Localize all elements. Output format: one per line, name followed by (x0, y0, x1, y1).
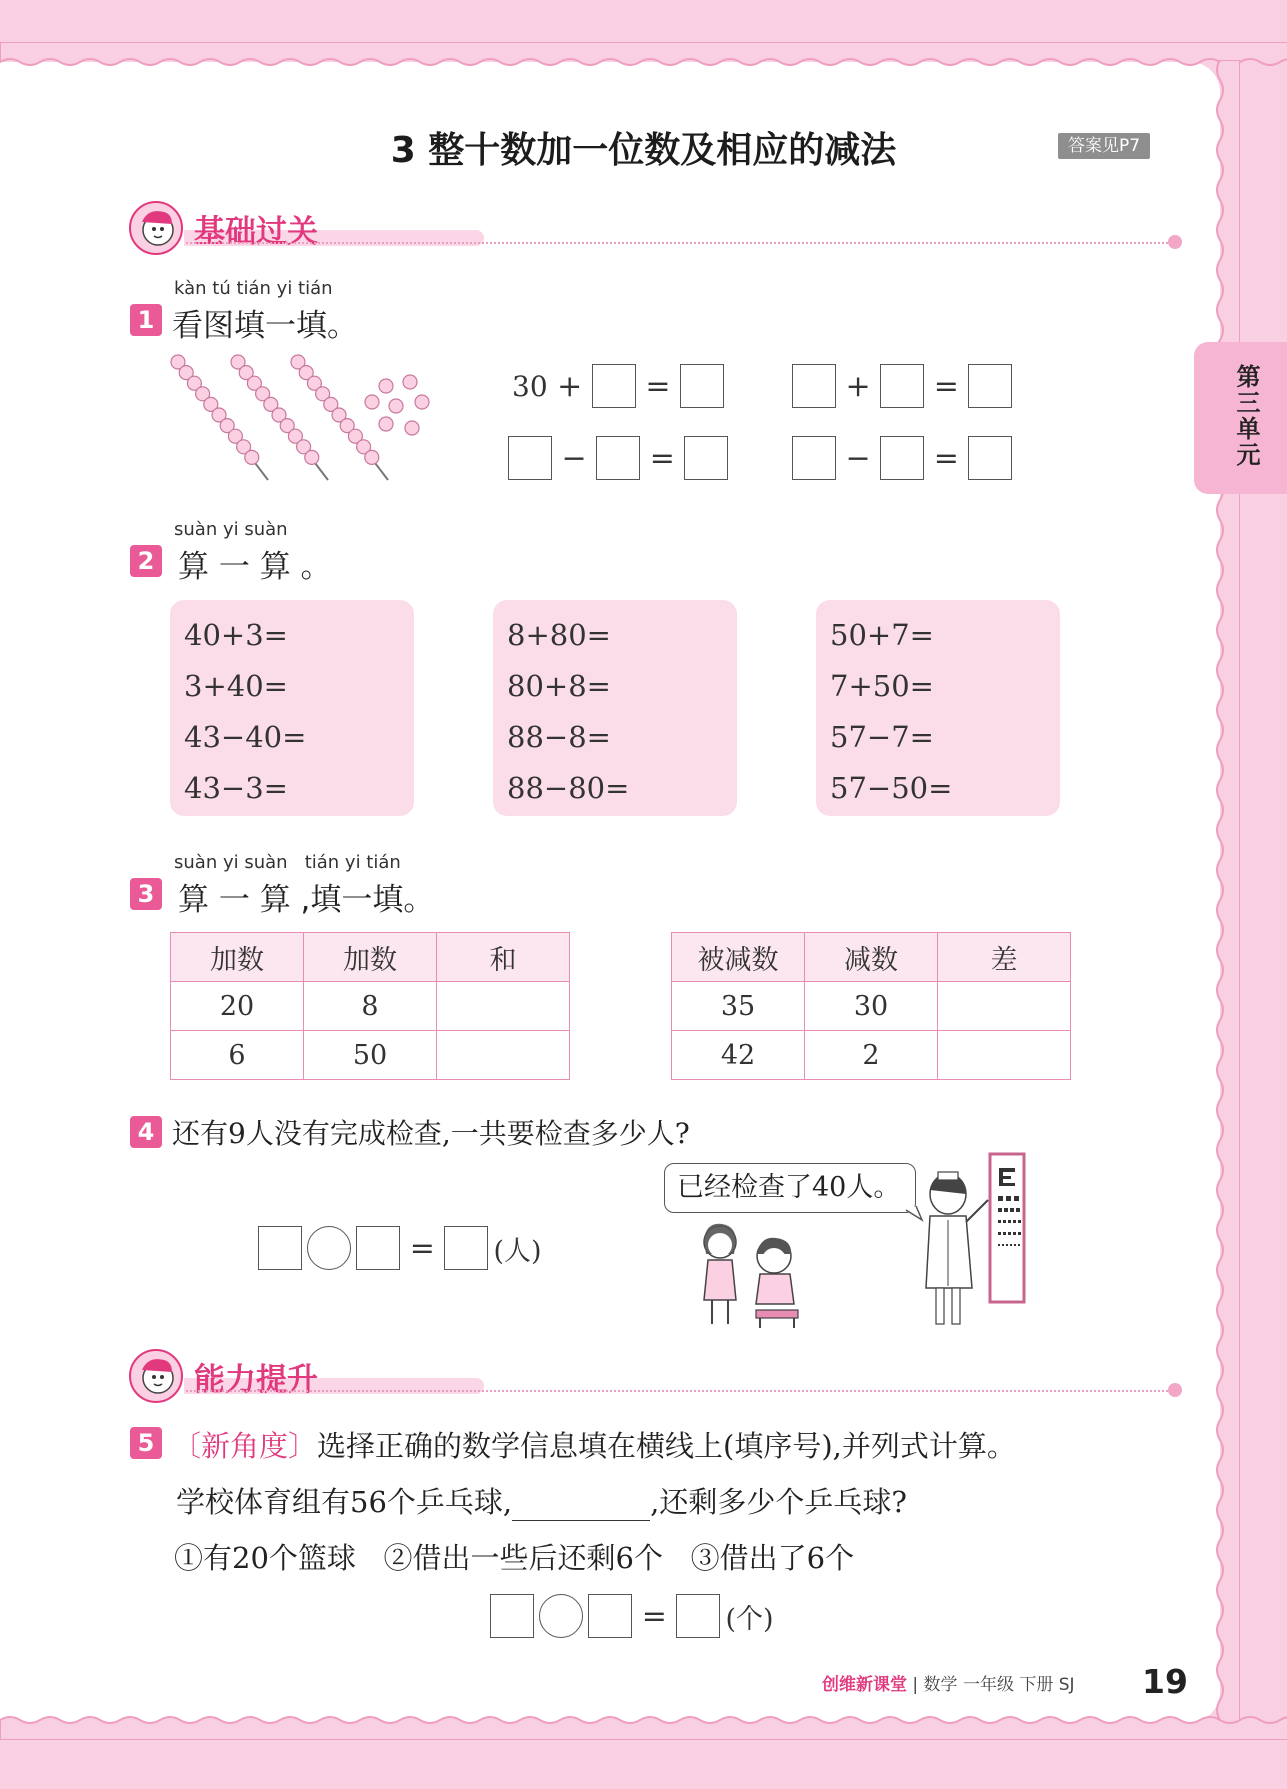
boy-avatar-icon (128, 200, 184, 256)
q5-options: ①有20个篮球 ②借出一些后还剩6个 ③借出了6个 (174, 1541, 855, 1575)
q5-problem-part1: 学校体育组有56个乒乓球, (176, 1485, 513, 1519)
operator-circle[interactable] (539, 1594, 583, 1638)
operator-circle[interactable] (307, 1226, 351, 1270)
answer-box[interactable] (880, 436, 924, 480)
calc-item[interactable]: 3+40= (184, 669, 288, 703)
loose-bead (415, 395, 429, 409)
footer-info (822, 1670, 1075, 1695)
answer-box[interactable] (596, 436, 640, 480)
q5-prompt (172, 1424, 1016, 1465)
q1-equation-3 (508, 436, 728, 480)
calc-item[interactable]: 43−3= (184, 771, 288, 805)
loose-bead (405, 421, 419, 435)
answer-box[interactable] (792, 436, 836, 480)
table-cell: 42 (672, 1031, 805, 1080)
dotted-divider (186, 242, 1168, 244)
q1-number-badge: 1 (130, 304, 162, 336)
answer-box[interactable] (258, 1226, 302, 1270)
dotted-divider (186, 1390, 1168, 1392)
equals-sign: = (933, 368, 959, 404)
loose-bead (379, 417, 393, 431)
equals-sign: = (649, 440, 675, 476)
q5-unit: (个) (725, 1603, 774, 1635)
calc-item[interactable]: 80+8= (507, 669, 611, 703)
table-cell: 8 (304, 982, 437, 1031)
answer-box[interactable] (508, 436, 552, 480)
q5-problem (176, 1480, 907, 1521)
q2-pinyin: suàn yi suàn (174, 519, 288, 540)
section-header-basic (128, 200, 1168, 260)
answer-box[interactable] (792, 364, 836, 408)
answer-box[interactable] (444, 1226, 488, 1270)
section-header-advanced (128, 1348, 1168, 1408)
addition-table (170, 932, 570, 1080)
equals-sign: = (645, 368, 671, 404)
calc-item[interactable]: 50+7= (830, 618, 934, 652)
section-title-basic: 基础过关 (194, 214, 318, 250)
answer-cell[interactable] (938, 1031, 1071, 1080)
equals-sign: = (641, 1598, 667, 1634)
speech-bubble: 已经检查了40人。 (664, 1163, 916, 1213)
q4-prompt: 还有9人没有完成检查,一共要检查多少人? (172, 1117, 690, 1150)
loose-bead (365, 395, 379, 409)
unit-side-tab (1194, 342, 1287, 494)
table-header: 减数 (805, 933, 938, 982)
calc-item[interactable]: 7+50= (830, 669, 934, 703)
table-header: 和 (437, 933, 570, 982)
q1-pinyin: kàn tú tián yi tián (174, 278, 333, 299)
table-row (171, 1031, 570, 1080)
answer-box[interactable] (588, 1594, 632, 1638)
calc-item[interactable]: 88−80= (507, 771, 630, 805)
answer-cell[interactable] (437, 982, 570, 1031)
divider-end-dot (1168, 1383, 1182, 1397)
calc-card-2 (493, 600, 737, 816)
footer-brand: 创维新课堂 (822, 1675, 907, 1695)
right-wave-border (1200, 60, 1240, 1720)
answer-box[interactable] (680, 364, 724, 408)
calc-card-1 (170, 600, 414, 816)
table-header: 加数 (171, 933, 304, 982)
answer-box[interactable] (490, 1594, 534, 1638)
answer-box[interactable] (684, 436, 728, 480)
q5-number-badge: 5 (130, 1427, 162, 1459)
answer-cell[interactable] (938, 982, 1071, 1031)
q1-prompt: 看图填一填。 (172, 308, 358, 344)
calc-item[interactable]: 57−7= (830, 720, 934, 754)
q1-equation-1 (512, 364, 724, 408)
top-wave-border (0, 42, 1287, 82)
minus-sign: − (845, 440, 871, 476)
loose-bead (389, 399, 403, 413)
q5-prompt-text: 选择正确的数学信息填在横线上(填序号),并列式计算。 (317, 1429, 1016, 1463)
answer-box[interactable] (880, 364, 924, 408)
table-cell: 6 (171, 1031, 304, 1080)
q2-number-badge: 2 (130, 545, 162, 577)
loose-bead (403, 375, 417, 389)
calc-item[interactable]: 43−40= (184, 720, 307, 754)
equals-sign: = (409, 1230, 435, 1266)
table-row (672, 1031, 1071, 1080)
calc-item[interactable]: 40+3= (184, 618, 288, 652)
loose-bead (379, 379, 393, 393)
answer-reference-badge: 答案见P7 (1058, 133, 1150, 159)
divider-end-dot (1168, 235, 1182, 249)
table-cell: 35 (672, 982, 805, 1031)
bottom-wave-border (0, 1700, 1287, 1740)
footer-book-info: | 数学 一年级 下册 SJ (912, 1675, 1075, 1695)
equals-sign: = (933, 440, 959, 476)
calc-item[interactable]: 8+80= (507, 618, 611, 652)
q4-number-badge: 4 (130, 1116, 162, 1148)
q5-problem-part2: ,还剩多少个乒乓球? (650, 1485, 907, 1519)
bead (245, 450, 259, 464)
table-header: 加数 (304, 933, 437, 982)
answer-box[interactable] (968, 436, 1012, 480)
q3-number-badge: 3 (130, 878, 162, 910)
plus-sign: + (557, 368, 583, 404)
table-cell: 50 (304, 1031, 437, 1080)
subtraction-table (671, 932, 1071, 1080)
q4-equation (258, 1226, 542, 1270)
page-number: 19 (1142, 1662, 1188, 1701)
answer-box[interactable] (592, 364, 636, 408)
q1-equation-4 (792, 436, 1012, 480)
calc-card-3 (816, 600, 1060, 816)
table-cell: 2 (805, 1031, 938, 1080)
table-header: 差 (938, 933, 1071, 982)
q1-given-number: 30 (512, 369, 548, 403)
fill-in-blank[interactable] (512, 1491, 650, 1521)
plus-sign: + (845, 368, 871, 404)
table-cell: 20 (171, 982, 304, 1031)
minus-sign: − (561, 440, 587, 476)
unit-side-tab-label: 第三单元 (1232, 364, 1260, 468)
table-header: 被减数 (672, 933, 805, 982)
eye-exam-illustration (690, 1150, 1030, 1340)
q2-prompt: 算 一 算 。 (178, 549, 332, 585)
answer-cell[interactable] (437, 1031, 570, 1080)
bead-sticks-picture (164, 352, 454, 492)
table-row (672, 982, 1071, 1031)
table-row (171, 982, 570, 1031)
q5-equation (490, 1594, 774, 1638)
table-cell: 30 (805, 982, 938, 1031)
bead (305, 450, 319, 464)
answer-box[interactable] (356, 1226, 400, 1270)
new-angle-tag: 〔新角度〕 (172, 1429, 318, 1463)
q3-pinyin: suàn yi suàn tián yi tián (174, 852, 401, 873)
q1-equation-2 (792, 364, 1012, 408)
q3-prompt: 算 一 算 ,填一填。 (178, 882, 435, 918)
answer-box[interactable] (676, 1594, 720, 1638)
calc-item[interactable]: 88−8= (507, 720, 611, 754)
calc-item[interactable]: 57−50= (830, 771, 953, 805)
bead (365, 450, 379, 464)
section-title-advanced: 能力提升 (194, 1362, 318, 1398)
page-title: 3 整十数加一位数及相应的减法 (390, 130, 897, 171)
q4-unit: (人) (493, 1235, 542, 1267)
boy-avatar-icon (128, 1348, 184, 1404)
answer-box[interactable] (968, 364, 1012, 408)
